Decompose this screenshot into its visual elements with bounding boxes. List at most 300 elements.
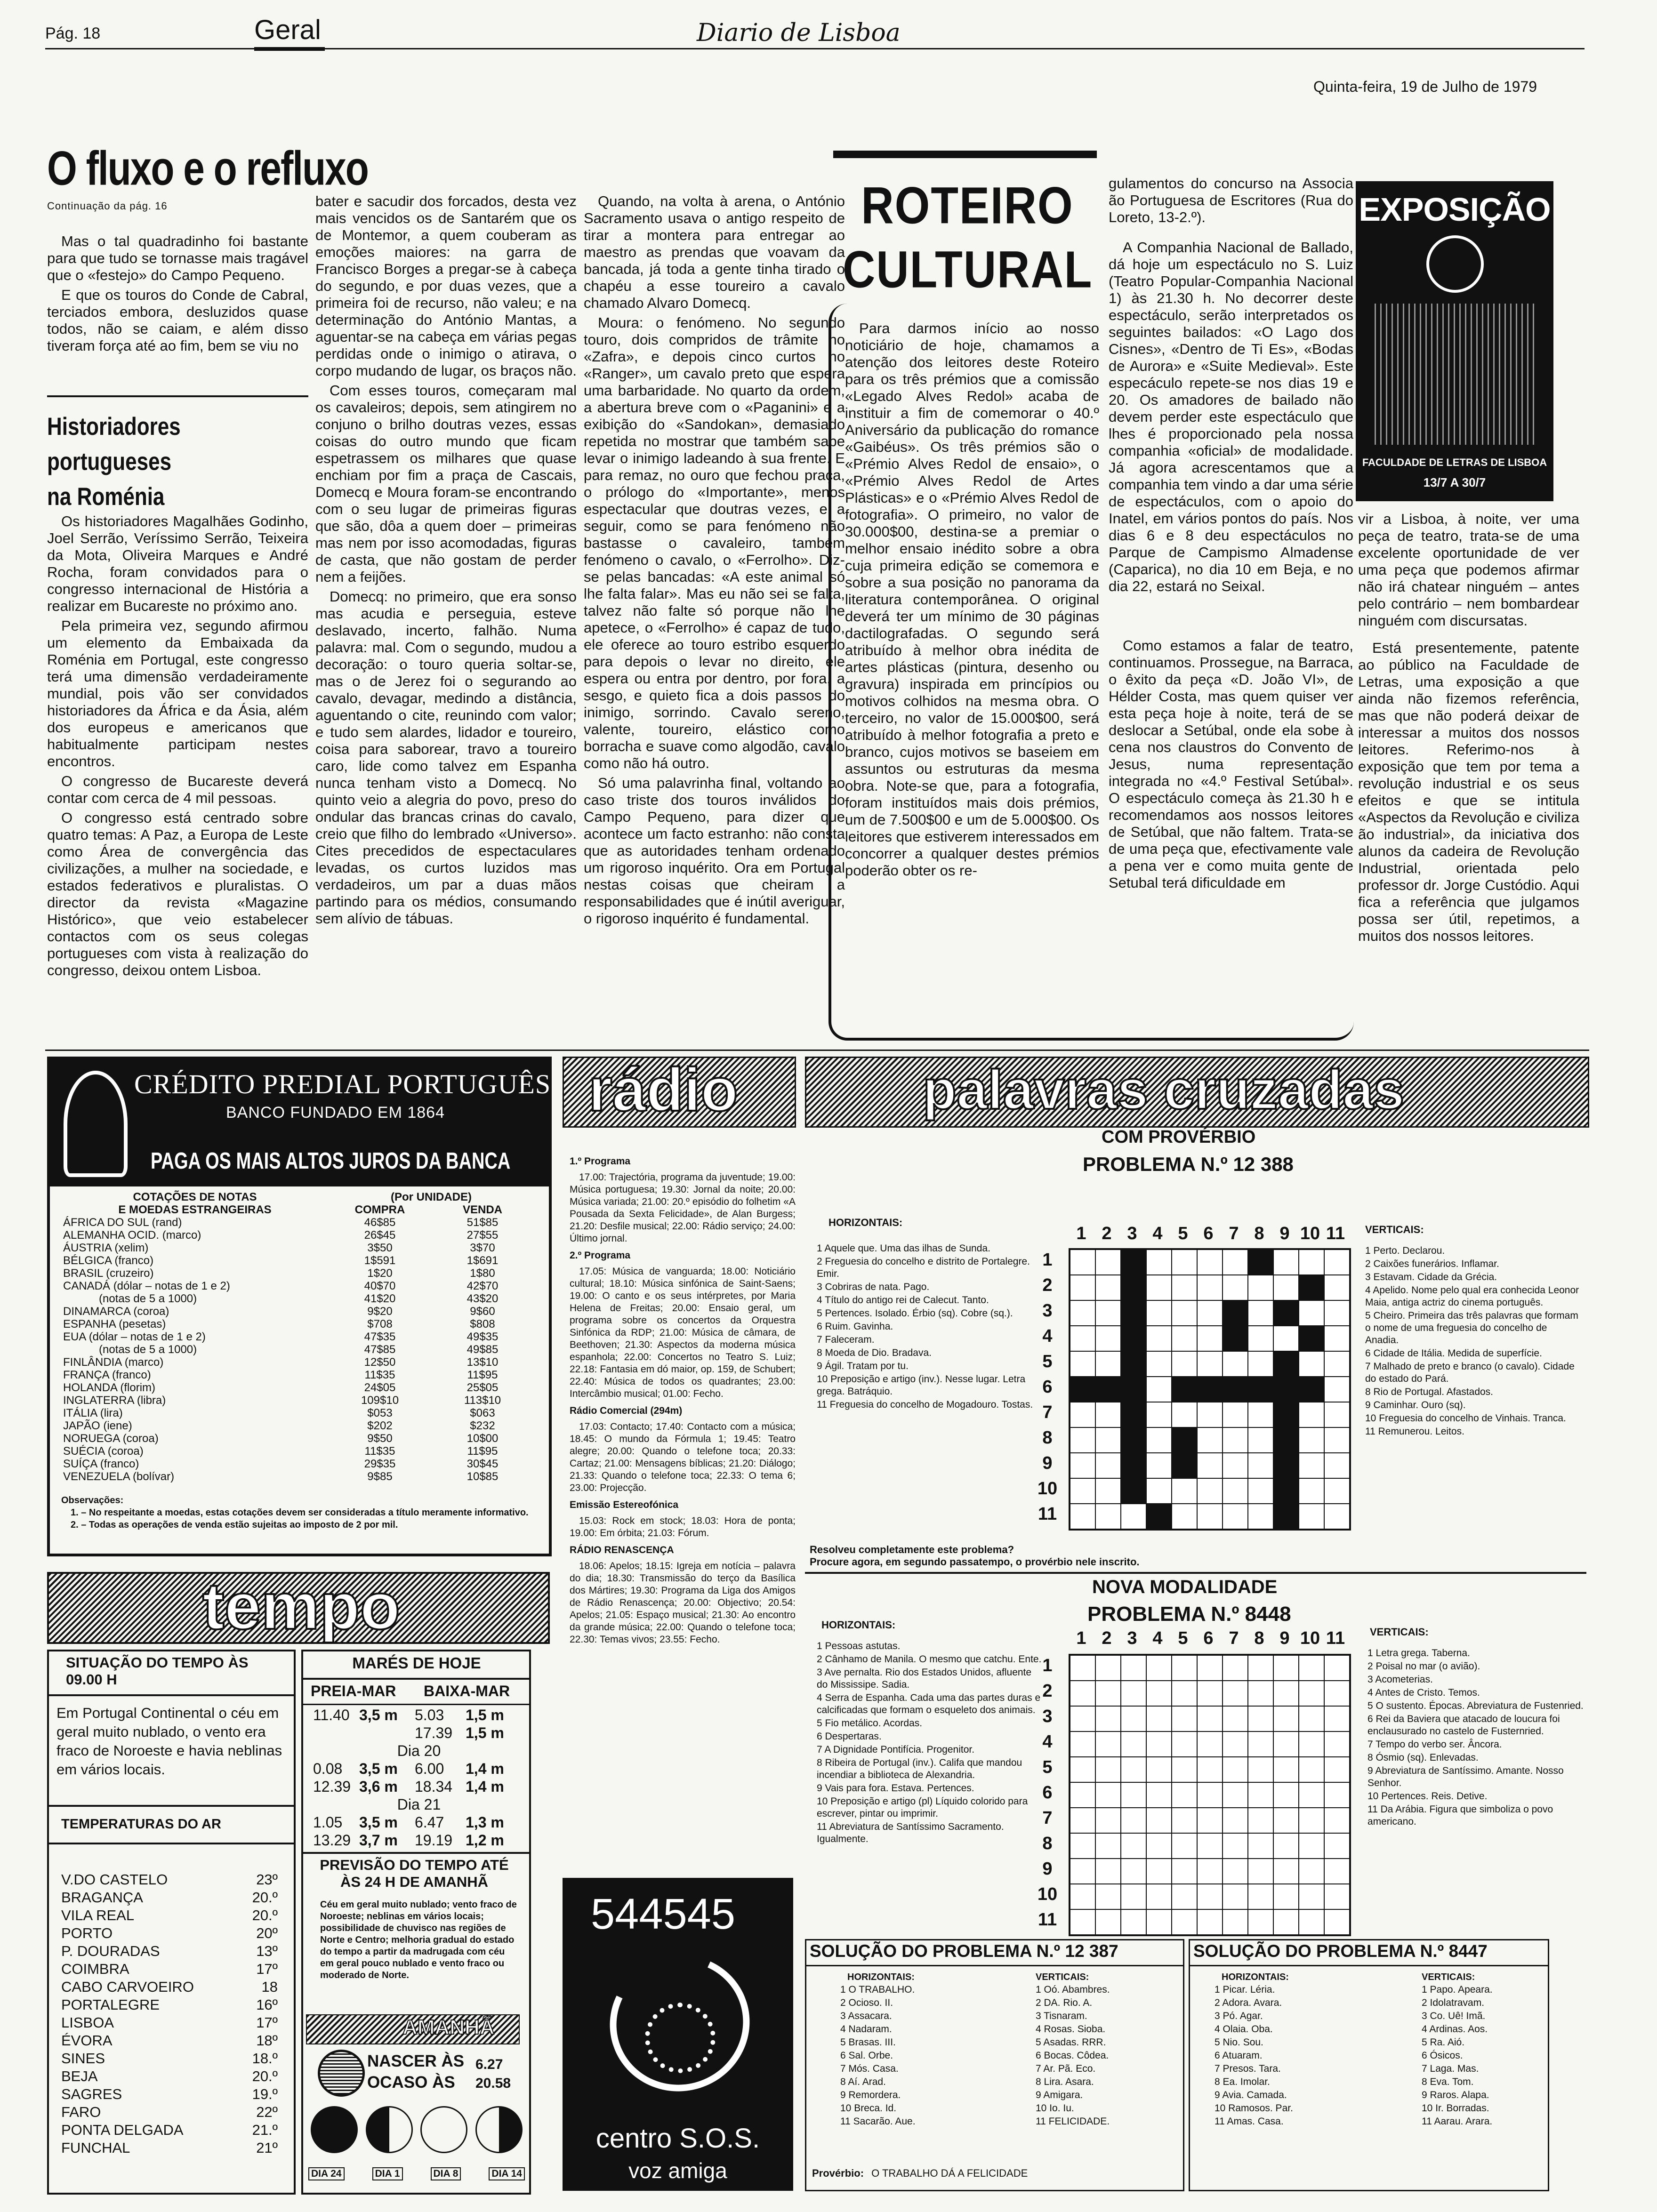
grid-cell[interactable]	[1146, 1909, 1172, 1935]
grid-cell[interactable]	[1223, 1909, 1248, 1935]
grid-cell[interactable]	[1223, 1757, 1248, 1782]
grid-cell[interactable]	[1223, 1833, 1248, 1859]
grid-cell[interactable]	[1223, 1478, 1248, 1504]
temperature-value: 20.º	[252, 1907, 278, 1923]
grid-cell[interactable]	[1223, 1731, 1248, 1757]
grid-cell[interactable]	[1299, 1300, 1324, 1326]
clue: 5 Nio. Sou.	[1215, 2037, 1263, 2048]
grid-cell[interactable]	[1197, 1909, 1223, 1935]
grid-cell[interactable]	[1121, 1909, 1146, 1935]
grid-cell[interactable]	[1273, 1833, 1299, 1859]
grid-cell[interactable]	[1070, 1275, 1095, 1300]
grid-cell[interactable]	[1299, 1655, 1324, 1681]
grid-cell[interactable]	[1095, 1808, 1121, 1833]
grid-cell[interactable]	[1070, 1782, 1095, 1808]
table-row	[61, 1242, 534, 1254]
solution1-proverb	[812, 2167, 1028, 2180]
grid-cell[interactable]	[1273, 1655, 1299, 1681]
grid-cell[interactable]	[1324, 1833, 1350, 1859]
grid-cell[interactable]	[1095, 1655, 1121, 1681]
sell-rate: $232	[470, 1419, 495, 1432]
currency-name: NORUEGA (coroa)	[63, 1432, 159, 1445]
grid-cell[interactable]	[1095, 1909, 1121, 1935]
high-time	[313, 1724, 355, 1742]
currency-name: BÉLGICA (franco)	[63, 1254, 154, 1267]
grid-cell[interactable]	[1172, 1884, 1197, 1909]
grid-cell[interactable]	[1172, 1909, 1197, 1935]
grid-cell[interactable]	[1273, 1706, 1299, 1731]
grid-cell[interactable]	[1197, 1250, 1223, 1275]
grid-cell[interactable]	[1197, 1859, 1223, 1884]
black-cell	[1121, 1453, 1146, 1478]
city-name: SAGRES	[61, 2086, 122, 2102]
table-row	[61, 1330, 534, 1343]
grid-cell[interactable]	[1146, 1706, 1172, 1731]
grid-cell[interactable]	[1095, 1326, 1121, 1351]
grid-cell[interactable]	[1121, 1833, 1146, 1859]
table-row	[61, 1458, 534, 1470]
list-item	[61, 1960, 278, 1978]
grid-cell[interactable]	[1299, 1402, 1324, 1427]
grid-cell[interactable]	[1070, 1250, 1095, 1275]
column-number: 6	[1203, 1628, 1214, 1648]
grid-cell[interactable]	[1197, 1731, 1223, 1757]
grid-cell[interactable]	[1223, 1351, 1248, 1377]
grid-cell[interactable]	[1273, 1909, 1299, 1935]
grid-cell[interactable]	[1197, 1655, 1223, 1681]
grid-cell[interactable]	[1095, 1833, 1121, 1859]
grid-cell[interactable]	[1248, 1859, 1273, 1884]
grid-cell[interactable]	[1070, 1757, 1095, 1782]
grid-cell[interactable]	[1070, 1681, 1095, 1706]
grid-cell[interactable]	[1095, 1250, 1121, 1275]
crossword1-row-numbers	[1036, 1247, 1059, 1527]
buy-rate: $053	[367, 1407, 393, 1419]
grid-cell[interactable]	[1121, 1706, 1146, 1731]
black-cell	[1248, 1250, 1273, 1275]
temperature-value: 22º	[256, 2104, 278, 2120]
grid-cell[interactable]	[1146, 1326, 1172, 1351]
clue: 9 Amigara.	[1036, 2090, 1083, 2100]
grid-cell[interactable]	[1248, 1909, 1273, 1935]
grid-cell[interactable]	[1146, 1250, 1172, 1275]
clue: 3 Assacara.	[840, 2011, 892, 2021]
grid-cell[interactable]	[1197, 1351, 1223, 1377]
grid-cell[interactable]	[1095, 1706, 1121, 1731]
crossword1-verticals	[1365, 1245, 1582, 1439]
grid-cell[interactable]	[1273, 1808, 1299, 1833]
grid-cell[interactable]	[1248, 1275, 1273, 1300]
grid-cell[interactable]	[1324, 1909, 1350, 1935]
row-number: 6	[1042, 1377, 1053, 1397]
grid-cell[interactable]	[1095, 1275, 1121, 1300]
grid-cell[interactable]	[1248, 1300, 1273, 1326]
clue: 5 Ra. Aió.	[1422, 2037, 1465, 2048]
grid-cell[interactable]	[1223, 1402, 1248, 1427]
grid-cell[interactable]	[1121, 1884, 1146, 1909]
grid-cell[interactable]	[1070, 1478, 1095, 1504]
buy-rate: 26$45	[364, 1229, 396, 1242]
grid-cell[interactable]	[1223, 1453, 1248, 1478]
grid-cell[interactable]	[1146, 1859, 1172, 1884]
grid-cell[interactable]	[1146, 1377, 1172, 1402]
grid-cell[interactable]	[1324, 1250, 1350, 1275]
grid-cell[interactable]	[1299, 1351, 1324, 1377]
city-name: FUNCHAL	[61, 2140, 130, 2156]
grid-cell[interactable]	[1223, 1427, 1248, 1453]
grid-cell[interactable]	[1248, 1782, 1273, 1808]
grid-cell[interactable]	[1248, 1427, 1273, 1453]
grid-cell[interactable]	[1248, 1351, 1273, 1377]
grid-cell[interactable]	[1095, 1681, 1121, 1706]
row-number: 8	[1042, 1428, 1053, 1448]
high-time: 13.29	[313, 1832, 351, 1849]
grid-cell[interactable]	[1223, 1504, 1248, 1529]
grid-cell[interactable]	[1324, 1655, 1350, 1681]
grid-cell[interactable]	[1299, 1782, 1324, 1808]
black-cell	[1223, 1326, 1248, 1351]
grid-cell[interactable]	[1197, 1402, 1223, 1427]
grid-cell[interactable]	[1070, 1731, 1095, 1757]
grid-cell[interactable]	[1223, 1250, 1248, 1275]
column-number: 4	[1152, 1224, 1163, 1243]
grid-cell[interactable]	[1324, 1351, 1350, 1377]
grid-cell[interactable]	[1172, 1300, 1197, 1326]
grid-cell[interactable]	[1299, 1859, 1324, 1884]
grid-cell[interactable]	[1197, 1275, 1223, 1300]
grid-cell[interactable]	[1070, 1909, 1095, 1935]
grid-cell[interactable]	[1299, 1808, 1324, 1833]
grid-cell[interactable]	[1146, 1300, 1172, 1326]
grid-cell[interactable]	[1121, 1757, 1146, 1782]
crossword1-grid[interactable]	[1069, 1248, 1351, 1531]
grid-cell[interactable]	[1172, 1859, 1197, 1884]
buy-rate: 9$50	[367, 1432, 393, 1445]
grid-cell[interactable]	[1299, 1453, 1324, 1478]
paragraph: Domecq: no primeiro, que era sonso mas acudia e perseguia, esteve deslavado, incerto, falhão. Numa palavra: mal. Com o segundo, mudou a decoração: o touro queria soltar-se, mas o de Jerez foi o segurando ao cavalo, devagar, medindo a distância, aguentando o cite, reunindo com valor; e tudo sem alardes, lidador e toureiro, coisa para saborear, travo a toureiro caro, lide como talvez em Espanha nunca tenham visto a Domecq. No quinto veio a alegria do povo, preso do ondular das brancas crinas do cavalo, creio que filho do lembrado «Universo». Cites precedidos de espectaculares levadas, os curtos luzidos mas verdadeiros, um par a duas mãos partindo para os médios, consumando sem alívio de tábuas.	[315, 588, 577, 927]
low-height: 1,5 m	[466, 1724, 504, 1741]
clue: 7 Mós. Casa.	[840, 2063, 899, 2074]
grid-cell[interactable]	[1248, 1884, 1273, 1909]
page-number: Pág. 18	[45, 24, 101, 42]
grid-cell[interactable]	[1095, 1859, 1121, 1884]
grid-cell[interactable]	[1248, 1655, 1273, 1681]
grid-cell[interactable]	[1172, 1706, 1197, 1731]
forecast-text: Céu em geral muito nublado; vento fraco de Noroeste; neblinas em vários locais; possibilidade de chuvisco nas regiões de Norte e Centro; melhoria gradual do estado do tempo a partir da madrugada com céu em geral pouco nublado e vento fraco ou moderado de Norte.	[320, 1899, 517, 1980]
clue: 4 Antes de Cristo. Temos.	[1367, 1687, 1480, 1698]
grid-cell[interactable]	[1299, 1478, 1324, 1504]
paragraph: E que os touros do Conde de Cabral, terciados embora, desluzidos quase todos, não se caiam, e além disso tiveram força até ao fim, bem se viu no	[47, 287, 308, 354]
grid-cell[interactable]	[1299, 1504, 1324, 1529]
clue: 4 Rosas. Sioba.	[1036, 2024, 1106, 2035]
low-height: 1,2 m	[466, 1832, 504, 1849]
grid-cell[interactable]	[1223, 1706, 1248, 1731]
list-item	[61, 2032, 278, 2050]
temperature-value: 17º	[256, 2014, 278, 2031]
grid-cell[interactable]	[1324, 1504, 1350, 1529]
list-item	[61, 1996, 278, 2014]
currency-name: VENEZUELA (bolívar)	[63, 1470, 175, 1483]
grid-cell[interactable]	[1223, 1884, 1248, 1909]
grid-cell[interactable]	[1299, 1706, 1324, 1731]
grid-cell[interactable]	[1299, 1681, 1324, 1706]
grid-cell[interactable]	[1070, 1402, 1095, 1427]
grid-cell[interactable]	[1324, 1478, 1350, 1504]
grid-cell[interactable]	[1248, 1833, 1273, 1859]
list-item	[61, 2139, 278, 2157]
black-cell	[1172, 1453, 1197, 1478]
grid-cell[interactable]	[1324, 1453, 1350, 1478]
grid-cell[interactable]	[1299, 1250, 1324, 1275]
grid-cell[interactable]	[1121, 1859, 1146, 1884]
grid-cell[interactable]	[1172, 1275, 1197, 1300]
grid-cell[interactable]	[1095, 1402, 1121, 1427]
grid-cell[interactable]	[1248, 1681, 1273, 1706]
grid-cell[interactable]	[1324, 1859, 1350, 1884]
grid-cell[interactable]	[1146, 1351, 1172, 1377]
grid-cell[interactable]	[1172, 1351, 1197, 1377]
grid-cell[interactable]	[1172, 1731, 1197, 1757]
grid-cell[interactable]	[1146, 1453, 1172, 1478]
grid-cell[interactable]	[1197, 1706, 1223, 1731]
grid-cell[interactable]	[1273, 1859, 1299, 1884]
buy-rate: 47$85	[364, 1343, 396, 1356]
grid-cell[interactable]	[1070, 1706, 1095, 1731]
grid-cell[interactable]	[1095, 1351, 1121, 1377]
city-name: PORTALEGRE	[61, 1996, 160, 2013]
grid-cell[interactable]	[1223, 1681, 1248, 1706]
grid-cell[interactable]	[1324, 1427, 1350, 1453]
grid-cell[interactable]	[1146, 1655, 1172, 1681]
clue: 6 Bocas. Côdea.	[1036, 2050, 1109, 2061]
crossword2-horizontals	[817, 1640, 1043, 1846]
grid-cell[interactable]	[1070, 1453, 1095, 1478]
grid-cell[interactable]	[1146, 1731, 1172, 1757]
moon-phases	[311, 2106, 523, 2163]
clue: 9 Avia. Camada.	[1215, 2090, 1287, 2100]
col-sell: VENDA	[462, 1203, 502, 1216]
grid-cell[interactable]	[1248, 1706, 1273, 1731]
grid-cell[interactable]	[1248, 1326, 1273, 1351]
crossword2-h-title: HORIZONTAIS:	[821, 1619, 896, 1631]
high-time: 11.40	[313, 1707, 350, 1723]
grid-cell[interactable]	[1197, 1504, 1223, 1529]
grid-cell[interactable]	[1197, 1478, 1223, 1504]
grid-cell[interactable]	[1172, 1326, 1197, 1351]
tides-list	[313, 1706, 525, 1849]
grid-cell[interactable]	[1095, 1782, 1121, 1808]
grid-cell[interactable]	[1273, 1884, 1299, 1909]
grid-cell[interactable]	[1197, 1681, 1223, 1706]
table-row	[61, 1254, 534, 1267]
moon-first-quarter-icon	[366, 2106, 413, 2153]
grid-cell[interactable]	[1223, 1808, 1248, 1833]
grid-cell[interactable]	[1070, 1833, 1095, 1859]
grid-cell[interactable]	[1172, 1808, 1197, 1833]
grid-cell[interactable]	[1070, 1300, 1095, 1326]
city-name: VILA REAL	[61, 1907, 135, 1923]
grid-cell[interactable]	[1324, 1782, 1350, 1808]
grid-cell[interactable]	[1273, 1782, 1299, 1808]
temperature-value: 18	[261, 1979, 278, 1995]
grid-cell[interactable]	[1070, 1326, 1095, 1351]
black-cell	[1070, 1377, 1095, 1402]
row-number: 2	[1042, 1681, 1053, 1701]
grid-cell[interactable]	[1095, 1300, 1121, 1326]
rates-table	[61, 1191, 541, 1483]
grid-cell[interactable]	[1121, 1782, 1146, 1808]
grid-cell[interactable]	[1070, 1655, 1095, 1681]
grid-cell[interactable]	[1248, 1478, 1273, 1504]
grid-cell[interactable]	[1273, 1250, 1299, 1275]
grid-cell[interactable]	[1324, 1757, 1350, 1782]
clue: 11 FELICIDADE.	[1036, 2116, 1110, 2127]
grid-cell[interactable]	[1273, 1757, 1299, 1782]
grid-cell[interactable]	[1324, 1706, 1350, 1731]
grid-cell[interactable]	[1121, 1808, 1146, 1833]
grid-cell[interactable]	[1172, 1250, 1197, 1275]
grid-cell[interactable]	[1197, 1833, 1223, 1859]
grid-cell[interactable]	[1146, 1427, 1172, 1453]
radio-section-text: 15.03: Rock em stock; 18.03: Hora de ponta; 19.00: Em órbita; 21.03: Fórum.	[570, 1515, 796, 1539]
column-number: 1	[1076, 1224, 1086, 1243]
grid-cell[interactable]	[1299, 1884, 1324, 1909]
crossword2-row-numbers	[1036, 1653, 1059, 1932]
grid-cell[interactable]	[1248, 1757, 1273, 1782]
grid-cell[interactable]	[1223, 1275, 1248, 1300]
grid-cell[interactable]	[1146, 1808, 1172, 1833]
grid-cell[interactable]	[1146, 1402, 1172, 1427]
grid-cell[interactable]	[1172, 1833, 1197, 1859]
temperature-value: 23º	[256, 1871, 278, 1888]
grid-cell[interactable]	[1324, 1681, 1350, 1706]
grid-cell[interactable]	[1070, 1351, 1095, 1377]
crossword2-grid[interactable]	[1069, 1654, 1351, 1936]
grid-cell[interactable]	[1324, 1731, 1350, 1757]
grid-cell[interactable]	[1197, 1782, 1223, 1808]
grid-cell[interactable]	[1121, 1731, 1146, 1757]
grid-cell[interactable]	[1121, 1504, 1146, 1529]
grid-cell[interactable]	[1273, 1275, 1299, 1300]
grid-cell[interactable]	[1070, 1884, 1095, 1909]
grid-cell[interactable]	[1197, 1453, 1223, 1478]
crossword1-column-numbers	[1069, 1224, 1351, 1244]
grid-cell[interactable]	[1324, 1300, 1350, 1326]
grid-cell[interactable]	[1324, 1808, 1350, 1833]
grid-cell[interactable]	[1197, 1427, 1223, 1453]
moon-labels	[308, 2167, 525, 2180]
grid-cell[interactable]	[1172, 1504, 1197, 1529]
grid-cell[interactable]	[1299, 1427, 1324, 1453]
grid-cell[interactable]	[1146, 1275, 1172, 1300]
grid-cell[interactable]	[1095, 1478, 1121, 1504]
grid-cell[interactable]	[1070, 1859, 1095, 1884]
tide-row	[313, 1778, 525, 1795]
grid-cell[interactable]	[1146, 1782, 1172, 1808]
clue: 6 Sal. Orbe.	[840, 2050, 893, 2061]
grid-cell[interactable]	[1095, 1757, 1121, 1782]
grid-cell[interactable]	[1172, 1478, 1197, 1504]
grid-cell[interactable]	[1248, 1402, 1273, 1427]
grid-cell[interactable]	[1121, 1681, 1146, 1706]
grid-cell[interactable]	[1172, 1681, 1197, 1706]
grid-cell[interactable]	[1172, 1402, 1197, 1427]
grid-cell[interactable]	[1197, 1757, 1223, 1782]
grid-cell[interactable]	[1095, 1504, 1121, 1529]
grid-cell[interactable]	[1273, 1681, 1299, 1706]
grid-cell[interactable]	[1299, 1731, 1324, 1757]
tempo-title: tempo	[202, 1569, 400, 1643]
title-line: na Roménia	[47, 483, 165, 511]
grid-cell[interactable]	[1121, 1655, 1146, 1681]
grid-cell[interactable]	[1172, 1782, 1197, 1808]
grid-cell[interactable]	[1172, 1655, 1197, 1681]
list-item	[61, 2068, 278, 2085]
row-number: 2	[1042, 1275, 1053, 1295]
table-row	[61, 1356, 534, 1369]
grid-cell[interactable]	[1197, 1884, 1223, 1909]
clue: 10 Freguesia do concelho de Vinhais. Tranca.	[1365, 1413, 1566, 1424]
grid-cell[interactable]	[1273, 1731, 1299, 1757]
paragraph: gulamentos do concurso na Associa ão Portuguesa de Escritores (Rua do Loreto, 13-2.º).	[1109, 175, 1353, 225]
grid-cell[interactable]	[1223, 1859, 1248, 1884]
grid-cell[interactable]	[1070, 1504, 1095, 1529]
grid-cell[interactable]	[1146, 1478, 1172, 1504]
grid-cell[interactable]	[1070, 1808, 1095, 1833]
grid-cell[interactable]	[1070, 1427, 1095, 1453]
grid-cell[interactable]	[1197, 1300, 1223, 1326]
title-line: portugueses	[47, 448, 172, 476]
crossword2-problem: PROBLEMA N.º 8448	[1087, 1603, 1291, 1626]
grid-cell[interactable]	[1146, 1833, 1172, 1859]
grid-cell[interactable]	[1223, 1782, 1248, 1808]
grid-cell[interactable]	[1299, 1909, 1324, 1935]
black-cell	[1248, 1377, 1273, 1402]
buy-rate: 24$05	[364, 1381, 396, 1394]
grid-cell[interactable]	[1197, 1808, 1223, 1833]
grid-cell[interactable]	[1248, 1504, 1273, 1529]
paragraph: Quando, na volta à arena, o António Sacramento usava o antigo respeito de tirar a montera para entregar ao maestro as prendas que voavam da bancada, já toda a gente tinha tirado o chapéu a esse toureiro a cavalo chamado Alvaro Domecq.	[584, 193, 845, 311]
grid-cell[interactable]	[1324, 1377, 1350, 1402]
grid-cell[interactable]	[1095, 1427, 1121, 1453]
clue: 1 Aquele que. Uma das ilhas de Sunda.	[817, 1243, 990, 1254]
grid-cell[interactable]	[1146, 1884, 1172, 1909]
list-item	[61, 1889, 278, 1907]
grid-cell[interactable]	[1324, 1326, 1350, 1351]
grid-cell[interactable]	[1248, 1808, 1273, 1833]
black-cell	[1299, 1326, 1324, 1351]
low-time: 19.19	[415, 1832, 453, 1849]
grid-cell[interactable]	[1172, 1757, 1197, 1782]
grid-cell[interactable]	[1248, 1731, 1273, 1757]
radio-section-text: 17.05: Música de vanguarda; 18.00: Noticiário cultural; 18.10: Música sinfónica de Saint-Saens; 19.00: O canto e os seus intérpretes, por Maria Helena de Freitas; 20.00: Ensaio geral, um programa sobre os concertos da Orquestra Sinfónica da RDP; 21.00: Música de câmara, de Beethoven; 21.30: Aspectos da moderna música espanhola; 22.00: Concertos no Teatro S. Luiz; 22.18: Fantasia em dó maior, op. 159, de Schubert; 22.40: Música de todos os quadrantes; 23.00: Intercâmbio musical; 01.00: Fecho.	[570, 1266, 796, 1399]
grid-cell[interactable]	[1324, 1402, 1350, 1427]
grid-cell[interactable]	[1223, 1655, 1248, 1681]
grid-cell[interactable]	[1273, 1326, 1299, 1351]
grid-cell[interactable]	[1146, 1757, 1172, 1782]
grid-cell[interactable]	[1324, 1884, 1350, 1909]
grid-cell[interactable]	[1248, 1453, 1273, 1478]
grid-cell[interactable]	[1197, 1326, 1223, 1351]
grid-cell[interactable]	[1095, 1884, 1121, 1909]
grid-cell[interactable]	[1324, 1275, 1350, 1300]
grid-cell[interactable]	[1299, 1757, 1324, 1782]
grid-cell[interactable]	[1299, 1833, 1324, 1859]
grid-cell[interactable]	[1146, 1681, 1172, 1706]
grid-cell[interactable]	[1095, 1453, 1121, 1478]
situation-title: SITUAÇÃO DO TEMPO ÀS 09.00 H	[66, 1654, 249, 1688]
grid-cell[interactable]	[1095, 1731, 1121, 1757]
